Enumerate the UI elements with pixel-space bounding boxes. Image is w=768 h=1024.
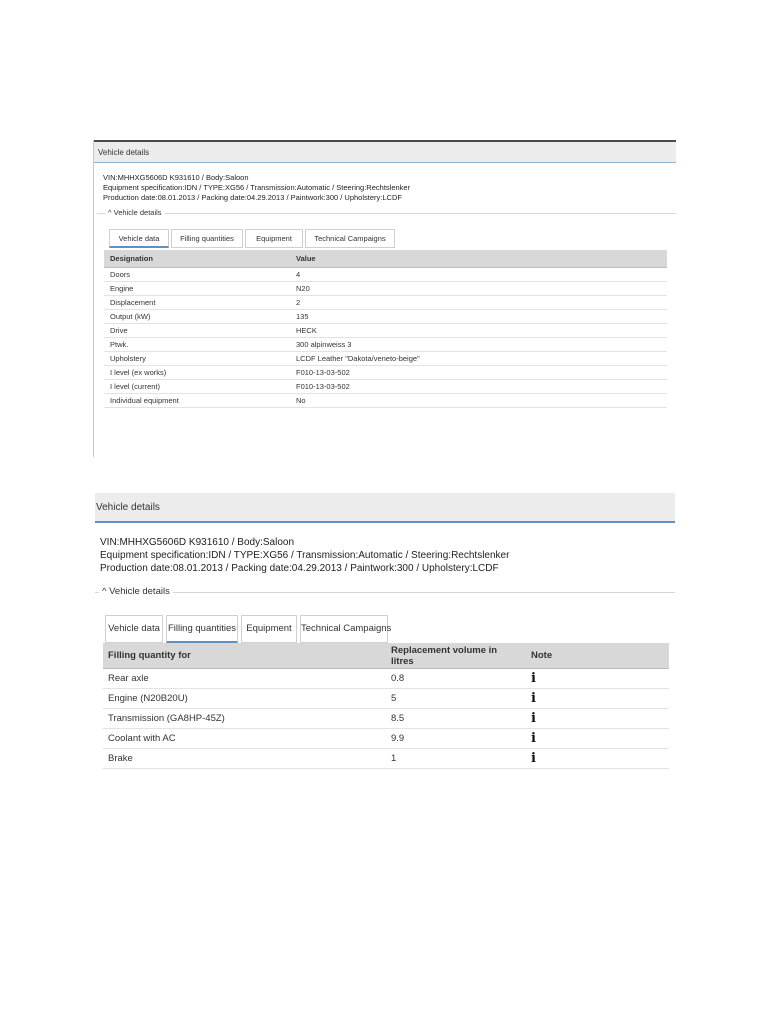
info-icon[interactable]: i (531, 751, 536, 766)
value-cell: N20 (290, 282, 667, 296)
tab-filling-quantities[interactable]: Filling quantities (171, 229, 243, 248)
vehicle-info-line: VIN:MHHXG5606D K931610 / Body:Saloon (103, 173, 249, 182)
table-row (104, 268, 667, 282)
info-icon[interactable]: i (531, 671, 536, 686)
table-row (103, 749, 669, 769)
section-divider (97, 208, 676, 217)
vehicle-info-line: Production date:08.01.2013 / Packing date:04.29.2013 / Paintwork:300 / Upholstery:LCDF (103, 193, 402, 202)
vehicle-data-table (104, 250, 667, 408)
filling-item-cell: Brake (103, 749, 386, 769)
table-row (103, 729, 669, 749)
vehicle-details-panel-filling-quantities (95, 493, 675, 778)
column-header-note: Note (526, 643, 669, 669)
table-header-row (103, 643, 669, 669)
volume-cell: 9.9 (386, 729, 526, 749)
tab-vehicle-data[interactable]: Vehicle data (109, 229, 169, 248)
info-icon[interactable]: i (531, 691, 536, 706)
filling-item-cell: Coolant with AC (103, 729, 386, 749)
value-cell: F010-13-03-502 (290, 380, 667, 394)
vehicle-info-line: Production date:08.01.2013 / Packing date:04.29.2013 / Paintwork:300 / Upholstery:LCDF (100, 563, 499, 574)
value-cell: F010-13-03-502 (290, 366, 667, 380)
vehicle-info-line: Equipment specification:IDN / TYPE:XG56 / Transmission:Automatic / Steering:Rechtslenker (103, 183, 411, 192)
table-row (103, 669, 669, 689)
tab-bar (109, 229, 676, 248)
table-row (104, 338, 667, 352)
value-cell: LCDF Leather "Dakota/veneto-beige" (290, 352, 667, 366)
vehicle-info-line: Equipment specification:IDN / TYPE:XG56 / Transmission:Automatic / Steering:Rechtslenker (100, 550, 510, 561)
filling-item-cell: Transmission (GA8HP-45Z) (103, 709, 386, 729)
column-header-replacement-volume: Replacement volume in litres (386, 643, 526, 669)
value-cell: 4 (290, 268, 667, 282)
panel-title: Vehicle details (94, 140, 676, 163)
section-toggle-vehicle-details[interactable]: ^ Vehicle details (105, 208, 165, 217)
designation-cell: Doors (104, 268, 290, 282)
tab-technical-campaigns[interactable]: Technical Campaigns (305, 229, 395, 248)
volume-cell: 0.8 (386, 669, 526, 689)
vehicle-info (94, 163, 676, 203)
filling-item-cell: Rear axle (103, 669, 386, 689)
table-row (104, 380, 667, 394)
tab-equipment[interactable]: Equipment (241, 615, 297, 643)
table-row (104, 310, 667, 324)
note-cell (526, 689, 669, 709)
designation-cell: Drive (104, 324, 290, 338)
filling-quantities-table (103, 643, 669, 769)
designation-cell: Displacement (104, 296, 290, 310)
value-cell: 300 alpinweiss 3 (290, 338, 667, 352)
designation-cell: Ptwk. (104, 338, 290, 352)
volume-cell: 1 (386, 749, 526, 769)
value-cell: HECK (290, 324, 667, 338)
section-toggle-vehicle-details[interactable]: ^ Vehicle details (99, 586, 173, 597)
table-row (104, 352, 667, 366)
tab-equipment[interactable]: Equipment (245, 229, 303, 248)
column-header-value: Value (290, 250, 667, 268)
filling-item-cell: Engine (N20B20U) (103, 689, 386, 709)
note-cell (526, 669, 669, 689)
vehicle-info (95, 523, 675, 575)
table-row (104, 282, 667, 296)
vehicle-details-panel-vehicle-data (93, 140, 676, 457)
designation-cell: I level (ex works) (104, 366, 290, 380)
column-header-filling-quantity-for: Filling quantity for (103, 643, 386, 669)
value-cell: 2 (290, 296, 667, 310)
column-header-designation: Designation (104, 250, 290, 268)
tab-filling-quantities[interactable]: Filling quantities (166, 615, 238, 643)
note-cell (526, 729, 669, 749)
table-row (104, 394, 667, 408)
table-row (103, 709, 669, 729)
panel-title: Vehicle details (95, 493, 675, 523)
table-row (103, 689, 669, 709)
tab-technical-campaigns[interactable]: Technical Campaigns (300, 615, 388, 643)
designation-cell: Individual equipment (104, 394, 290, 408)
table-row (104, 296, 667, 310)
section-divider (95, 586, 675, 597)
tab-bar (105, 615, 675, 643)
note-cell (526, 709, 669, 729)
designation-cell: Output (kW) (104, 310, 290, 324)
info-icon[interactable]: i (531, 711, 536, 726)
volume-cell: 8.5 (386, 709, 526, 729)
value-cell: No (290, 394, 667, 408)
vehicle-info-line: VIN:MHHXG5606D K931610 / Body:Saloon (100, 537, 294, 548)
tab-vehicle-data[interactable]: Vehicle data (105, 615, 163, 643)
table-row (104, 324, 667, 338)
table-header-row (104, 250, 667, 268)
info-icon[interactable]: i (531, 731, 536, 746)
designation-cell: Engine (104, 282, 290, 296)
table-row (104, 366, 667, 380)
value-cell: 135 (290, 310, 667, 324)
designation-cell: Upholstery (104, 352, 290, 366)
volume-cell: 5 (386, 689, 526, 709)
designation-cell: I level (current) (104, 380, 290, 394)
note-cell (526, 749, 669, 769)
